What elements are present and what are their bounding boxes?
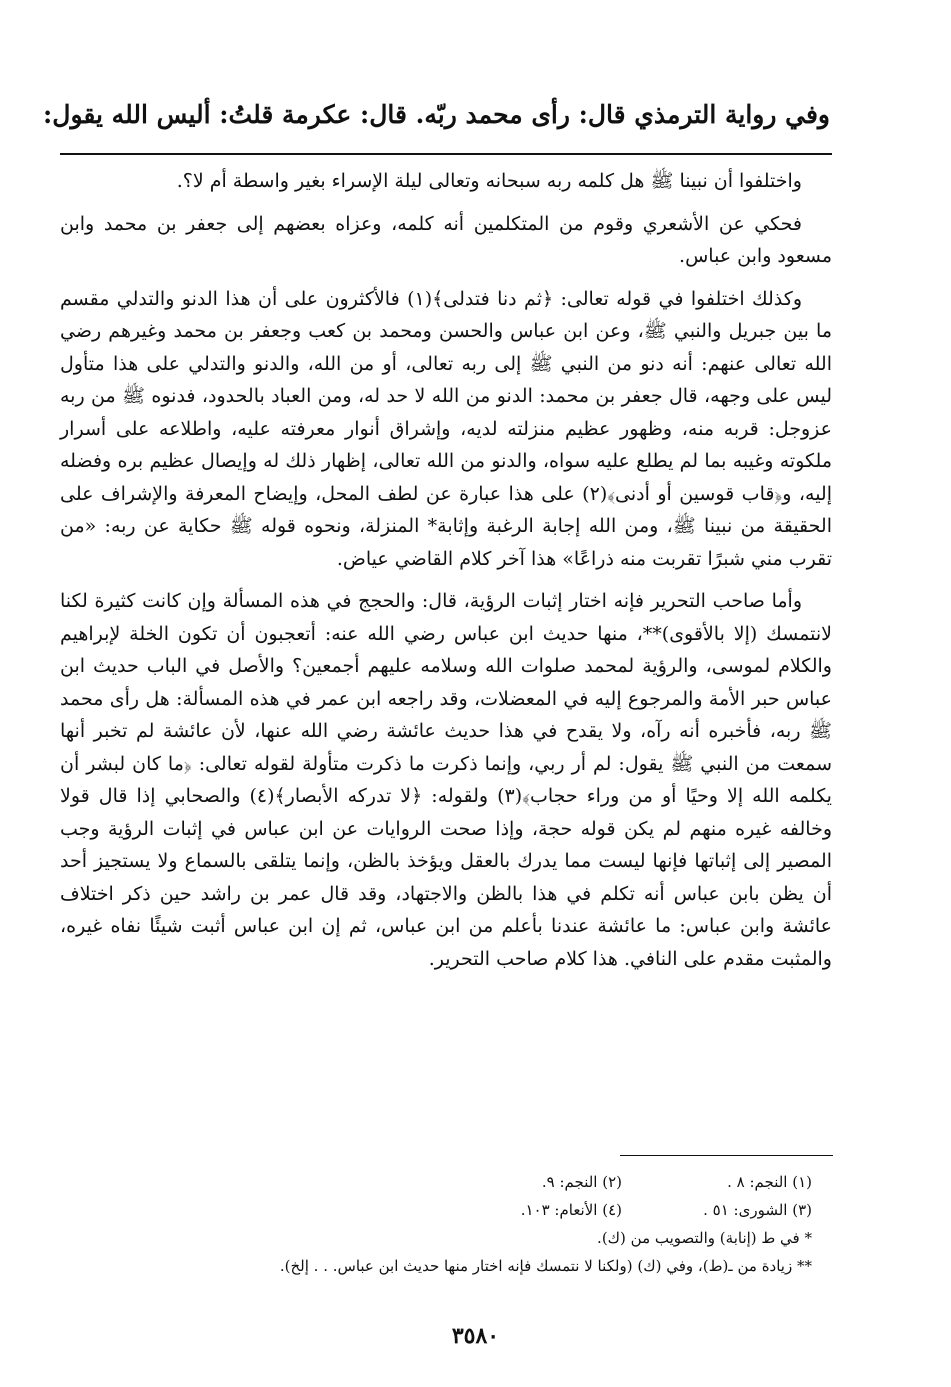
footnote-note: ** زيادة من ـ(ط)، وفي (ك) (ولكنا لا نتمسك فإنه اختار منها حديث ابن عباس. . . إلخ).: [279, 1257, 812, 1275]
footnotes: [100, 1168, 812, 1280]
footnote: (٢) النجم: ٩.: [541, 1173, 622, 1191]
running-header: وفي رواية الترمذي قال: رأى محمد ربّه. قال: عكرمة قلتُ: أليس الله يقول:: [43, 100, 830, 129]
paragraph: وأما صاحب التحرير فإنه اختار إثبات الرؤية، قال: والحجج في هذه المسألة وإن كانت كثيرة لكنا لانتمسك (إلا بالأقوى)**، منها حديث ابن عباس رضي الله عنه: أتعجبون أن تكون الخلة لإبراهيم والكلام لموسى، والرؤية لمحمد صلوات الله وسلامه عليهم أجمعين؟ والأصل في الباب حديث ابن عباس حبر الأمة والمرجوع إليه في المعضلات، وقد راجعه ابن عمر في هذه المسألة: هل رأى محمد ﷺ ربه، فأخبره أنه رآه، ولا يقدح في هذا حديث عائشة رضي الله عنها، لأن عائشة لم تخبر أنها سمعت من النبي ﷺ يقول: لم أر ربي، وإنما ذكرت ما ذكرت متأولة لقوله تعالى: ﴿ما كان لبشر أن يكلمه الله إلا وحيًا أو من وراء حجاب﴾(٣) ولقوله: ﴿لا تدركه الأبصار﴾(٤) والصحابي إذا قال قولا وخالفه غيره منهم لم يكن قوله حجة، وإذا صحت الروايات عن ابن عباس في إثبات الرؤية وجب المصير إلى إثباتها فإنها ليست مما يدرك بالعقل ويؤخذ بالظن، وإنما يتلقى بالسماع ولا يستجيز أحد أن يظن بابن عباس أنه تكلم في هذا بالظن والاجتهاد، وقد قال عمر بن راشد حين ذكر اختلاف عائشة وابن عباس: ما عائشة عندنا بأعلم من ابن عباس، ثم إن ابن عباس أثبت شيئًا نفاه غيره، والمثبت مقدم على النافي. هذا كلام صاحب التحرير.: [60, 590, 832, 970]
footnote-row: [100, 1196, 812, 1224]
paragraph: فحكي عن الأشعري وقوم من المتكلمين أنه كلمه، وعزاه بعضهم إلى جعفر بن محمد وابن مسعود وابن عباس.: [60, 212, 832, 267]
paragraph: واختلفوا أن نبينا ﷺ هل كلمه ربه سبحانه وتعالى ليلة الإسراء بغير واسطة أم لا؟.: [176, 170, 802, 192]
footnote-note: * في ط (إنابة) والتصويب من (ك).: [597, 1229, 812, 1247]
footnote: (١) النجم: ٨ .: [727, 1173, 812, 1191]
footnote: (٤) الأنعام: ١٠٣.: [520, 1201, 622, 1219]
paragraph: وكذلك اختلفوا في قوله تعالى: ﴿ثم دنا فتدلى﴾(١) فالأكثرون على أن هذا الدنو والتدلي مقسم ما بين جبريل والنبي ﷺ، وعن ابن عباس والحسن ومحمد بن كعب وجعفر بن محمد وغيرهم رضي الله تعالى عنهم: أنه دنو من النبي ﷺ إلى ربه تعالى، أو من الله، والدنو والتدلي على هذا متأول ليس على وجهه، قال جعفر بن محمد: الدنو من الله لا حد له، ومن العباد بالحدود، فدنوه ﷺ من ربه عزوجل: قربه منه، وظهور عظيم منزلته لديه، وإشراق أنوار معرفته عليه، واطلاعه على أسرار ملكوته وغيبه بما لم يطلع عليه سواه، والدنو من الله تعالى، إظهار ذلك له وإيصال عظيم بره وفضله إليه، و﴿قاب قوسين أو أدنى﴾(٢) على هذا عبارة عن لطف المحل، وإيضاح المعرفة والإشراف على الحقيقة من نبينا ﷺ، ومن الله إجابة الرغبة وإثابة* المنزلة، ونحوه قوله ﷺ حكاية عن ربه: «من تقرب مني شبرًا تقربت منه ذراعًا» هذا آخر كلام القاضي عياض.: [60, 287, 832, 570]
main-text: [60, 165, 832, 985]
footnote: (٣) الشورى: ٥١ .: [703, 1201, 812, 1219]
footnote-row: [100, 1168, 812, 1196]
footnote-divider: [620, 1155, 833, 1156]
page-number: ٣٥٨٠: [451, 1323, 500, 1349]
header-divider: [60, 153, 832, 155]
